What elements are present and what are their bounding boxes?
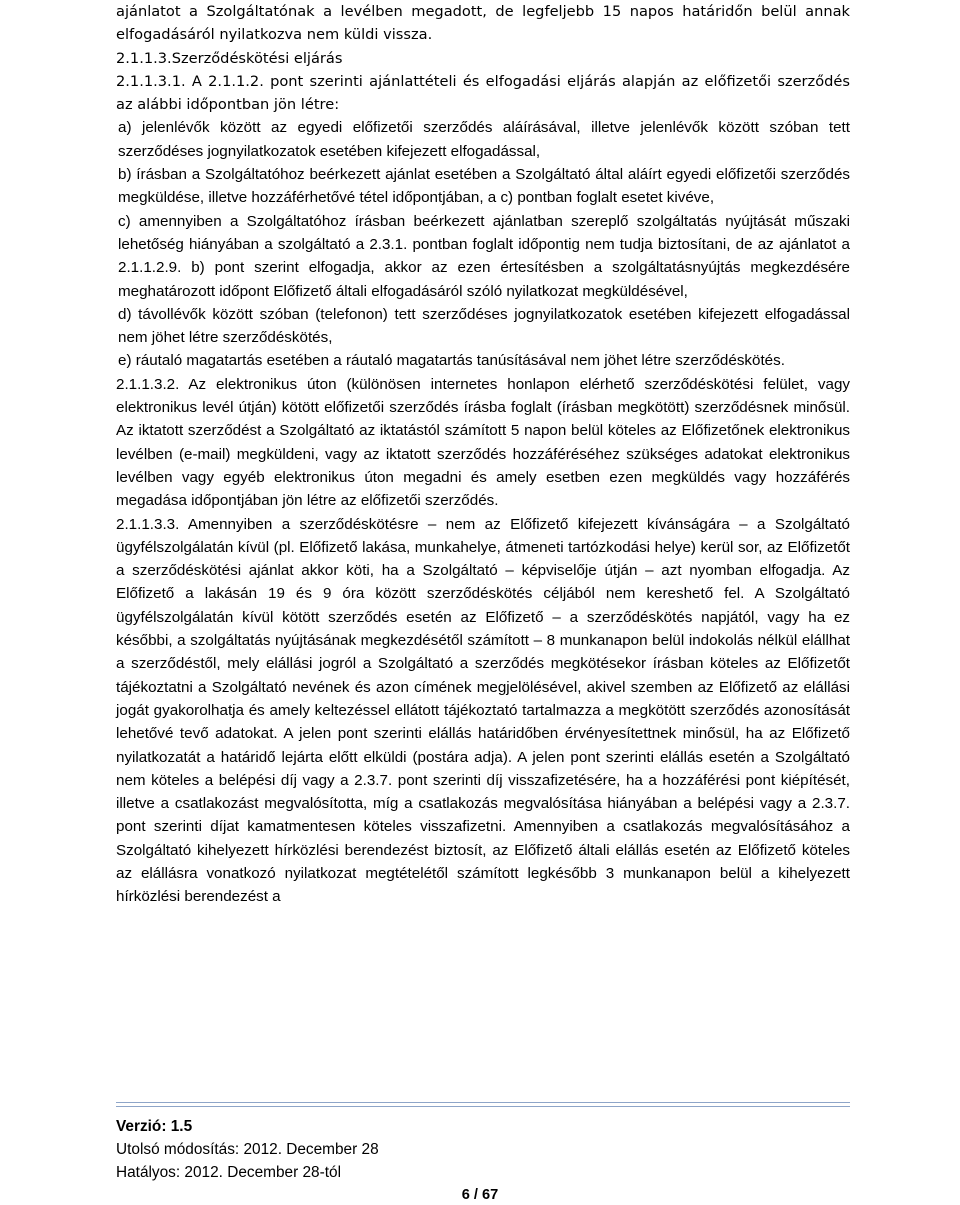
footer-effective: Hatályos: 2012. December 28-tól [116, 1164, 341, 1181]
list-item-c: c) amennyiben a Szolgáltatóhoz írásban beérkezett ajánlatban szereplő szolgáltatás nyújtását műszaki lehetőség hiányában a szolgáltató a 2.3.1. pontban foglalt időpontig nem tudja biztosítani, de az ajánlatot a 2.1.1.2.9. b) pont szerint elfogadja, akkor az ezen értesítésben a szolgáltatásnyújtás megkezdésére meghatározott időpont Előfizető általi elfogadásáról szóló nyilatkozat megküldésével, [118, 212, 850, 300]
list-item-d: d) távollévők között szóban (telefonon) tett szerződéses jognyilatkozatok esetében kifejezett elfogadással nem jöhet létre szerződéskötés, [118, 305, 850, 347]
paragraph-2-1-1-3-1: 2.1.1.3.1. A 2.1.1.2. pont szerinti ajánlattételi és elfogadási eljárás alapján az előfizetői szerződés az alábbi időpontban jön létre: [116, 72, 850, 114]
paragraph-2-1-1-3-3: 2.1.1.3.3. Amennyiben a szerződéskötésre – nem az Előfizető kifejezett kívánságára – a Szolgáltató ügyfélszolgálatán kívül (pl. Előfizető lakása, munkahelye, átmeneti tartózkodási helye) kerül sor, az Előfizetőt a szerződéskötési ajánlat akkor köti, ha a Szolgáltató – képviselője útján – azt nyomban elfogadja. Az Előfizető a lakásán 19 és 9 óra között szerződéskötés céljából nem kereshető fel. A Szolgáltató ügyfélszolgálatán kívül kötött szerződés esetén az Előfizető – a szerződéskötés napjától, vagy ha ez későbbi, a szolgáltatás nyújtásának megkezdésétől számított – 8 munkanapon belül indokolás nélkül elállhat a szerződéstől, mely elállási jogról a Szolgáltató a szerződés megkötésekor írásban köteles az Előfizetőt tájékoztatni a Szolgáltató nevének és azon címének megjelölésével, akivel szemben az Előfizető az elállási jogát gyakorolhatja és amely keltezéssel ellátott tájékoztató tartalmazza a megkötött szerződés azonosítását lehetővé tevő adatokat. A jelen pont szerinti elállás határidőben érvényesítettnek minősül, ha az Előfizető nyilatkozatát a határidő lejárta előtt elküldi (postára adja). A jelen pont szerinti elállás esetén a Szolgáltató nem köteles a belépési díj vagy a 2.3.7. pont szerinti díj visszafizetésére, ha a hozzáférési pont kiépítését, illetve a csatlakozást megvalósította, míg a csatlakozás megvalósítása hiányában a belépési vagy a 2.3.7. pont szerinti díjat kamatmentesen köteles visszafizetni. Amennyiben a csatlakozás megvalósításához a Szolgáltató kihelyezett hírközlési berendezést biztosít, az Előfizető általi elállás esetén az Előfizető köteles az elállásra vonatkozó nyilatkozat megtételétől számított legkésőbb 3 munkanapon belül a kihelyezett hírközlési berendezést a [116, 515, 850, 906]
paragraph-2-1-1-3-2: 2.1.1.3.2. Az elektronikus úton (különösen internetes honlapon elérhető szerződéskötési felület, vagy elektronikus levél útján) kötött előfizetői szerződés írásba foglalt (írásban megkötött) szerződésnek minősül. Az iktatott szerződést a Szolgáltató az iktatástól számított 5 napon belül köteles az Előfizetőnek elektronikus levélben (e-mail) megküldeni, vagy az iktatott szerződés hozzáféréséhez szükséges adatokat elektronikus levélben vagy egyéb elektronikus úton megadni és amely esetben ezen megküldés vagy hozzáférés megadása időpontjában jön létre az előfizetői szerződés. [116, 375, 850, 510]
list-item-e: e) ráutaló magatartás esetében a ráutaló magatartás tanúsításával nem jöhet létre szerződéskötés. [118, 352, 785, 370]
section-heading: 2.1.1.3.Szerződéskötési eljárás [116, 49, 343, 67]
page-number: 6 / 67 [461, 1187, 499, 1203]
footer-version: Verzió: 1.5 [116, 1118, 193, 1135]
footer-modified: Utolsó módosítás: 2012. December 28 [116, 1141, 379, 1158]
document-body [116, 0, 850, 909]
list-item-a: a) jelenlévők között az egyedi előfizetői szerződés aláírásával, illetve jelenlévők között szóban tett szerződéses jognyilatkozatok esetében kifejezett elfogadással, [118, 119, 850, 160]
paragraph-intro: ajánlatot a Szolgáltatónak a levélben megadott, de legfeljebb 15 napos határidőn belül annak elfogadásáról nyilatkozva nem küldi vissza. [116, 3, 850, 44]
list-item-b: b) írásban a Szolgáltatóhoz beérkezett ajánlat esetében a Szolgáltató által aláírt egyedi előfizetői szerződés megküldése, illetve hozzáférhetővé tétel időpontjában, a c) pontban foglalt esetet kivéve, [118, 166, 850, 207]
footer [116, 1115, 379, 1184]
footer-divider [116, 1102, 850, 1107]
